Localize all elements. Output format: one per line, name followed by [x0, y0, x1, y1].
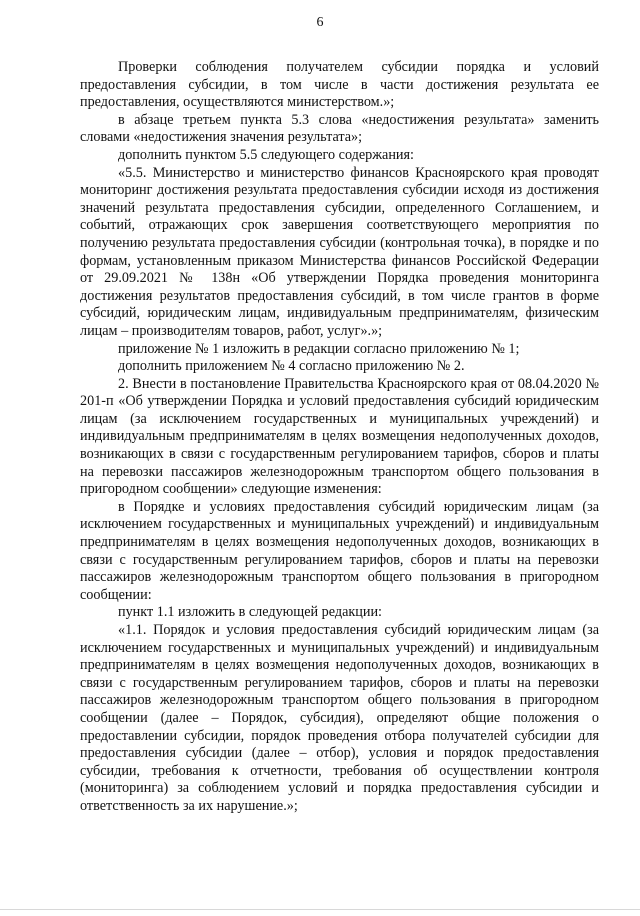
paragraph-item-1-1-text: «1.1. Порядок и условия предоставления субсидий юридическим лицам (за исключением государственных и муниципальных учреждений) и индивидуальным предпринимателям в целях возмещения недополученных доходов, возникающих в связи с государственным регулированием тарифов, сборов и платы на перевозки пассажиров железнодорожным транспортом общего пользования в пригородном сообщении (далее – Порядок, субсидия), определяют общие положения о предоставлении субсидии, порядок проведения отбора получателей субсидии для предоставления субсидии (далее – отбор), условия и порядок предоставления субсидии, требования к отчетности, требования об осуществлении контроля (мониторинга) за соблюдением условий и порядка предоставления субсидии и ответственность за их нарушение.»;: [80, 622, 599, 814]
paragraph-add-5-5: дополнить пунктом 5.5 следующего содержания:: [118, 146, 414, 163]
document-body: [80, 59, 599, 816]
page-number: 6: [316, 15, 324, 30]
page-bottom-divider: [0, 909, 640, 910]
paragraph-amend-5-3: в абзаце третьем пункта 5.3 слова «недостижения результата» заменить словами «недостижения значения результата»;: [80, 111, 599, 146]
paragraph-item-1-1-intro: пункт 1.1 изложить в следующей редакции:: [118, 604, 382, 621]
paragraph-item-2: 2. Внести в постановление Правительства Красноярского края от 08.04.2020 № 201-п «Об утверждении Порядка и условий предоставления субсидий юридическим лицам (за исключением государственных и муниципальных учреждений) и индивидуальным предпринимателям в целях возмещения недополученных доходов, возникающих в связи с государственным регулированием тарифов, сборов и платы на перевозки пассажиров железнодорожным транспортом общего пользования в пригородном сообщении» следующие изменения:: [80, 375, 599, 498]
paragraph-5-5-text: «5.5. Министерство и министерство финансов Красноярского края проводят мониторинг достижения результата предоставления субсидии исходя из достижения значений результата предоставления субсидии, определенного Соглашением, и событий, отражающих срок завершения соответствующего мероприятия по получению результата предоставления субсидии (контрольная точка), в порядке и по формам, установленным приказом Министерства финансов Российской Федерации от 29.09.2021 № 138н «Об утверждении Порядка проведения мониторинга достижения результатов предоставления субсидий, в том числе грантов в форме субсидий, юридическим лицам, индивидуальным предпринимателям, физическим лицам – производителям товаров, работ, услуг».»;: [80, 164, 599, 339]
paragraph-appendix-1: приложение № 1 изложить в редакции согласно приложению № 1;: [118, 340, 520, 357]
paragraph-inspections: Проверки соблюдения получателем субсидии порядка и условий предоставления субсидии, в том числе в части достижения результата ее предоставления, осуществляются министерством.»;: [80, 59, 599, 111]
paragraph-procedure: в Порядке и условиях предоставления субсидий юридическим лицам (за исключением государственных и муниципальных учреждений) и индивидуальным предпринимателям в целях возмещения недополученных доходов, возникающих в связи с государственным регулированием тарифов, сборов и платы на перевозки пассажиров железнодорожным транспортом общего пользования в пригородном сообщении:: [80, 498, 599, 603]
paragraph-appendix-4: дополнить приложением № 4 согласно приложению № 2.: [118, 358, 465, 375]
